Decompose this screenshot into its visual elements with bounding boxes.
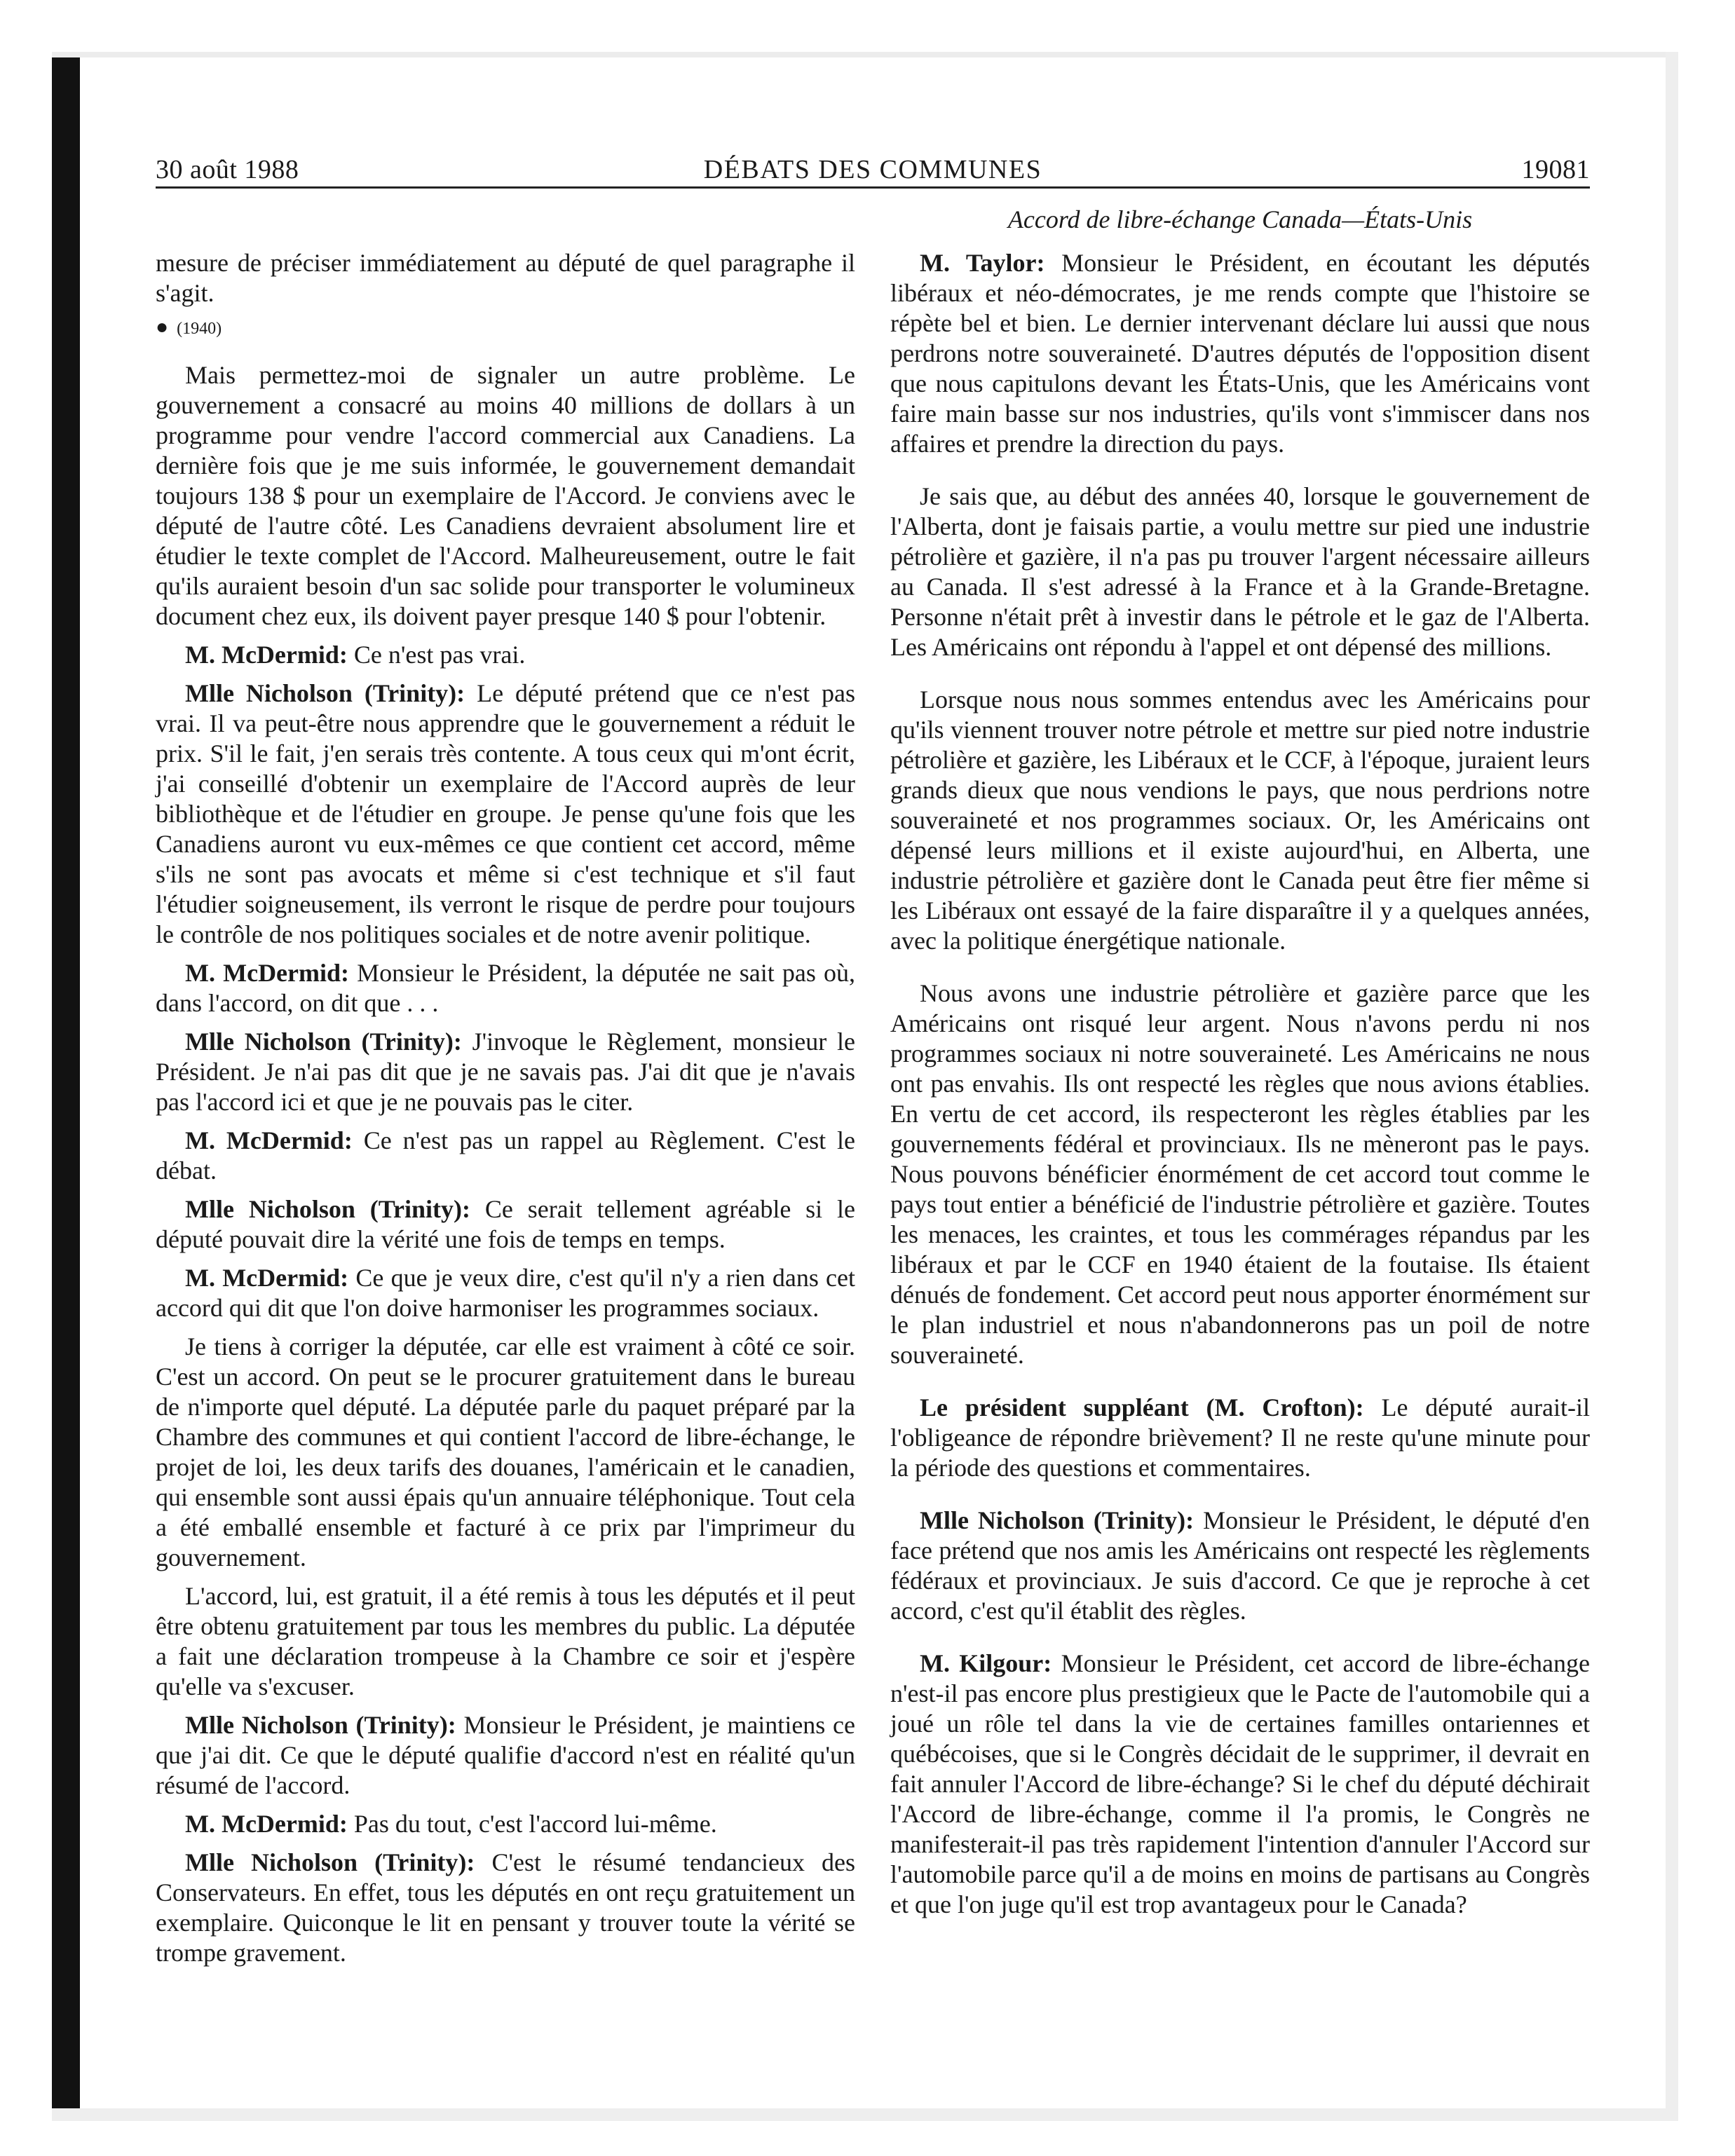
speech — [156, 1194, 855, 1255]
speaker-name: M. McDermid: — [185, 1810, 348, 1838]
speech-text: Le député prétend que ce n'est pas vrai. Il va peut-être nous apprendre que le gouvernement a réduit le prix. S'il le fait, j'en serais très contente. A tous ceux qui m'ont écrit, j'ai conseillé d'obtenir un exemplaire de l'Accord auprès de leur bibliothèque et de l'étudier en groupe. Je pense qu'une fois que les Canadiens auront vu eux-mêmes ce que contient cet accord, même s'ils ne sont pas avocats et même si c'est technique et s'il faut l'étudier soigneusement, ils verront le risque de perdre pour toujours le contrôle de nos politiques sociales et de notre avenir politique. — [156, 679, 855, 948]
speech — [156, 640, 855, 670]
paragraph: Je tiens à corriger la députée, car elle est vraiment à côté ce soir. C'est un accord. On peut se le procurer gratuitement dans le bureau de n'importe quel député. La députée parle du paquet préparé par la Chambre des communes et qui contient l'accord de libre-échange, le projet de loi, les deux tarifs des douanes, l'américain et le canadien, qui ensemble sont aussi épais qu'un annuaire téléphonique. Tout cela a été emballé ensemble et facturé à ce prix par l'imprimeur du gouvernement. — [156, 1332, 855, 1571]
speech-text: Ce serait tellement agréable si le député pouvait dire la vérité une fois de temps en temps. — [156, 1195, 856, 1253]
speaker-name: M. Taylor: — [920, 249, 1045, 277]
header-rule — [156, 186, 1590, 189]
speaker-name: M. Kilgour: — [920, 1649, 1052, 1677]
speech-text: Monsieur le Président, je maintiens ce que j'ai dit. Ce que le député qualifie d'accord n'est en réalité qu'un résumé de l'accord. — [156, 1711, 855, 1799]
paragraph: Lorsque nous nous sommes entendus avec les Américains pour qu'ils viennent trouver notre pétrole et mettre sur pied notre industrie pétrolière et gazière, les Libéraux et le CCF, à l'époque, juraient leurs grands dieux que nous vendions le pays, que nous perdrions notre souveraineté et nos programmes sociaux. Or, les Américains ont dépensé leurs millions et il existe aujourd'hui, en Alberta, une industrie pétrolière et gazière dont le Canada peut être fier même si les Libéraux ont essayé de la faire disparaître il y a quelques années, avec la politique énergétique nationale. — [890, 685, 1590, 955]
speech — [890, 1649, 1590, 1920]
speaker-name: M. McDermid: — [185, 1264, 349, 1292]
header-date: 30 août 1988 — [156, 155, 299, 184]
scan-border-right — [1666, 52, 1678, 2121]
speech — [156, 678, 855, 950]
speaker-name: M. McDermid: — [185, 641, 348, 669]
speaker-name: M. McDermid: — [185, 1126, 353, 1154]
speech-text: Monsieur le Président, le député d'en face prétend que nos amis les Américains ont respecté les règlements fédéraux et provinciaux. Je suis d'accord. Ce que je reproche à cet accord, c'est qu'il établit des règles. — [890, 1506, 1591, 1625]
speaker-name: Mlle Nicholson (Trinity): — [185, 1195, 471, 1223]
scan-border-bottom — [52, 2108, 1678, 2121]
speech — [156, 1848, 855, 1968]
timestamp — [156, 317, 855, 339]
speaker-name: Mlle Nicholson (Trinity): — [920, 1506, 1195, 1534]
speech — [890, 248, 1590, 459]
section-heading: Accord de libre-échange Canada—États-Unis — [1007, 205, 1473, 233]
speech-text: J'invoque le Règlement, monsieur le Président. Je n'ai pas dit que je ne savais pas. J'ai dit que je n'avais pas l'accord ici et que je ne pouvais pas le citer. — [156, 1028, 856, 1116]
scan-border-left — [52, 52, 80, 2121]
right-column — [890, 248, 1590, 2000]
speech-text: Monsieur le Président, en écoutant les députés libéraux et néo-démocrates, je me rends compte que l'histoire se répète bel et bien. Le dernier intervenant déclare lui aussi que nous perdrons notre souveraineté. D'autres députés de l'opposition disent que nous capitulons devant les États-Unis, que les Américains vont faire main basse sur nos industries, qu'ils vont s'immiscer dans nos affaires et prendre la direction du pays. — [890, 249, 1591, 458]
speech — [156, 1027, 855, 1117]
speech-text: Ce que je veux dire, c'est qu'il n'y a rien dans cet accord qui dit que l'on doive harmoniser les programmes sociaux. — [156, 1264, 856, 1322]
speech-text: Le député aurait-il l'obligeance de répondre brièvement? Il ne reste qu'une minute pour la période des questions et commentaires. — [890, 1393, 1590, 1482]
page-number: 19081 — [1521, 155, 1590, 184]
speech — [156, 1263, 855, 1323]
paragraph: Je sais que, au début des années 40, lorsque le gouvernement de l'Alberta, dont je faisais partie, a voulu mettre sur pied une industrie pétrolière et gazière, il n'a pas pu trouver l'argent nécessaire ailleurs au Canada. Il s'est adressé à la France et à la Grande-Bretagne. Personne n'était prêt à investir dans le pétrole et le gaz de l'Alberta. Les Américains ont répondu à l'appel et ont dépensé des millions. — [890, 482, 1590, 661]
speaker-name: Mlle Nicholson (Trinity): — [185, 1711, 456, 1739]
speech — [156, 1809, 855, 1839]
speaker-name: Le président suppléant (M. Crofton): — [920, 1393, 1364, 1421]
speaker-name: Mlle Nicholson (Trinity): — [185, 679, 465, 707]
speech-text: Ce n'est pas un rappel au Règlement. C'est le débat. — [156, 1126, 856, 1185]
speech — [156, 958, 855, 1018]
speaker-name: Mlle Nicholson (Trinity): — [185, 1028, 462, 1056]
speech — [890, 1506, 1590, 1626]
timestamp-text: (1940) — [177, 320, 222, 338]
left-column — [156, 248, 855, 2000]
speech-text: Pas du tout, c'est l'accord lui-même. — [353, 1810, 717, 1838]
speech — [156, 1126, 855, 1186]
scan-border-top — [52, 52, 1678, 57]
speaker-name: Mlle Nicholson (Trinity): — [185, 1848, 475, 1876]
paragraph: L'accord, lui, est gratuit, il a été remis à tous les députés et il peut être obtenu gratuitement par tous les membres du public. La députée a fait une déclaration trompeuse à la Chambre ce soir et j'espère qu'elle va s'excuser. — [156, 1582, 855, 1700]
speech-text: C'est le résumé tendancieux des Conservateurs. En effet, tous les députés en ont reçu gratuitement un exemplaire. Quiconque le lit en pensant y trouver toute la vérité se trompe gravement. — [156, 1848, 856, 1967]
paragraph: mesure de préciser immédiatement au député de quel paragraphe il s'agit. — [156, 249, 855, 307]
speech — [156, 1710, 855, 1801]
speech-text: Monsieur le Président, la députée ne sait pas où, dans l'accord, on dit que . . . — [156, 959, 856, 1017]
bullet-icon: ● — [156, 315, 169, 339]
speech-text: Monsieur le Président, cet accord de libre-échange n'est-il pas encore plus prestigieux que le Pacte de l'automobile qui a joué un rôle tel dans la vie de certaines familles ontariennes et québécoises, que si le Congrès décidait de le supprimer, il devrait en fait annuler l'Accord de libre-échange? Si le chef du député déchirait l'Accord de libre-échange, comme il l'a promis, le Congrès ne manifesterait-il pas très rapidement l'intention d'annuler l'Accord sur l'automobile parce qu'il a de moins en moins de partisans au Congrès et que l'on juge qu'il est trop avantageux pour le Canada? — [890, 1649, 1590, 1918]
paragraph: Nous avons une industrie pétrolière et gazière parce que les Américains ont risqué leur argent. Nous n'avons perdu ni nos programmes sociaux ni notre souveraineté. Les Américains ne nous ont pas envahis. Ils ont respecté les règles que nous avions établies. En vertu de cet accord, ils respecteront les règles établies par les gouvernements fédéral et provinciaux. Ils ne mèneront pas le pays. Nous pouvons bénéficier énormément de cet accord tout comme le pays tout entier a bénéficié de l'industrie pétrolière et gazière. Toutes les menaces, les craintes, et tous les commérages répandus par les libéraux et par le CCF en 1940 étaient de la foutaise. Ils étaient dénués de fondement. Cet accord peut nous apporter énormément sur le plan industriel et nous n'abandonnerons pas un poil de notre souveraineté. — [890, 979, 1590, 1369]
speech — [890, 1393, 1590, 1483]
paragraph: Mais permettez-moi de signaler un autre problème. Le gouvernement a consacré au moins 40 millions de dollars à un programme pour vendre l'accord commercial aux Canadiens. La dernière fois que je me suis informée, le gouvernement demandait toujours 138 $ pour un exemplaire de l'Accord. Je conviens avec le député de l'autre côté. Les Canadiens devraient absolument lire et étudier le texte complet de l'Accord. Malheureusement, outre le fait qu'ils auraient besoin d'un sac solide pour transporter le volumineux document chez eux, ils doivent payer presque 140 $ pour l'obtenir. — [156, 361, 855, 630]
speech-text: Ce n'est pas vrai. — [353, 641, 526, 669]
speaker-name: M. McDermid: — [185, 959, 350, 987]
header-title: DÉBATS DES COMMUNES — [703, 155, 1042, 184]
page-header — [156, 154, 1590, 189]
